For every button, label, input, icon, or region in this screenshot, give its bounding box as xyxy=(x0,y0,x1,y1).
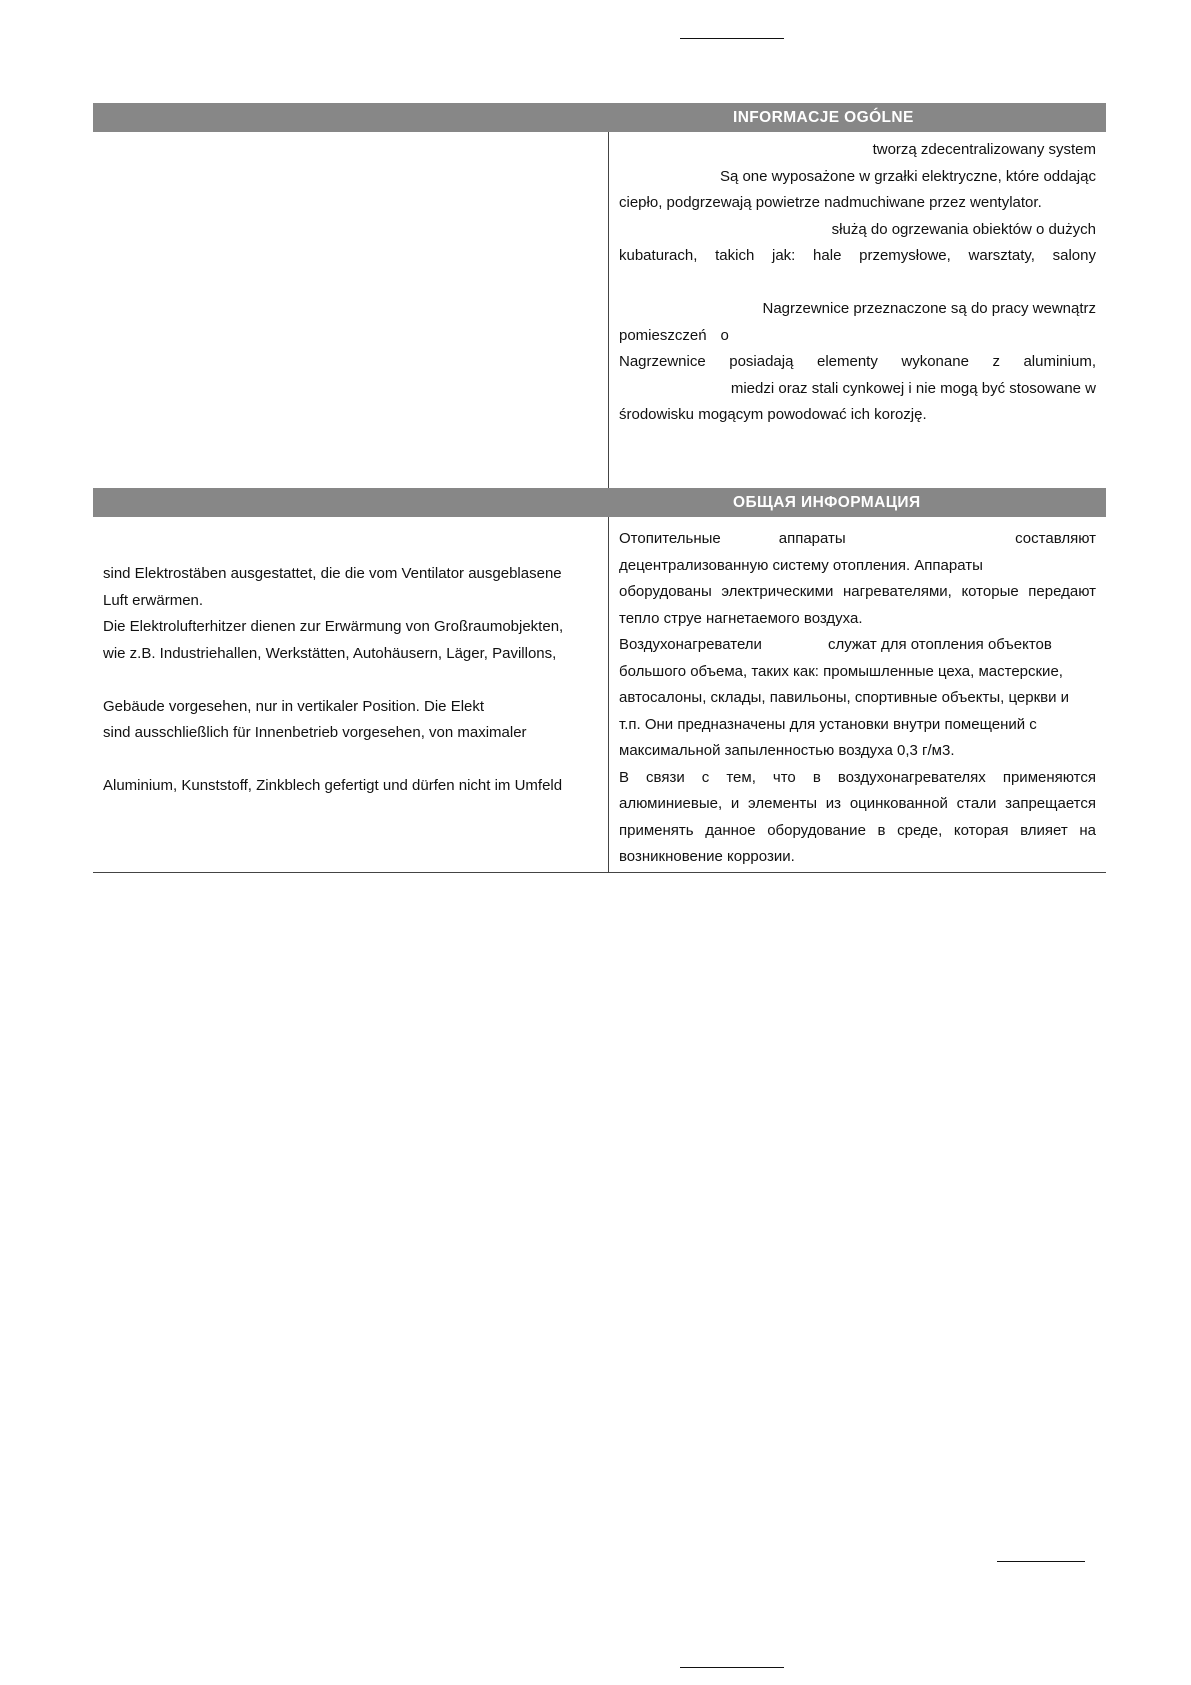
text-line: децентрализованную системy отопления. Аппараты xyxy=(619,556,983,574)
text-line xyxy=(619,323,1096,350)
top-header-rule xyxy=(680,38,784,39)
german-text-column xyxy=(103,561,576,800)
section-header-band-ru xyxy=(93,488,1106,517)
text-line: Są one wyposażone w grzałki elektryczne, które oddając xyxy=(719,167,1096,185)
text-line: применять данное оборудование в среде, которая влияет на xyxy=(619,821,1096,839)
text-line: В связи с тем, что в воздухонагревателях применяются xyxy=(619,768,1096,786)
text-line: т.п. Они предназначены для установки внутри помещений с xyxy=(619,715,1037,733)
text-line: Luft erwärmen. xyxy=(103,591,204,609)
text-line: miedzi oraz stali cynkowej i nie mogą być stosowane w xyxy=(730,379,1096,397)
text-line: оборудованы электрическими нагревателями, которые передают xyxy=(619,583,1096,600)
text-line: Aluminium, Kunststoff, Zinkblech gefertigt und dürfen nicht im Umfeld xyxy=(103,777,563,794)
text-line xyxy=(619,270,1096,297)
table-bottom-rule xyxy=(93,872,1106,873)
text-line: sind ausschließlich für Innenbetrieb vorgesehen, von maximaler xyxy=(103,724,527,741)
text-line: большого объема, таких как: промышленные цеха, мастерские, xyxy=(619,662,1063,680)
section-header-band-pl xyxy=(93,103,1106,132)
text-line: максимальной запыленностью воздуха 0,3 г/м3. xyxy=(619,742,955,759)
text-fragment: pomieszczeń xyxy=(619,326,707,344)
polish-text-column xyxy=(619,137,1096,429)
text-line xyxy=(619,526,1096,553)
text-line: środowisku mogącym powodować ich korozję. xyxy=(619,406,927,423)
text-line: Die Elektrolufterhitzer dienen zur Erwärmung von Großraumobjekten, xyxy=(103,618,564,635)
text-fragment: Воздухонагреватели xyxy=(619,636,762,653)
bottom-footer-rule xyxy=(680,1667,784,1668)
text-line: автосалоны, склады, павильоны, спортивные объекты, церкви и xyxy=(619,689,1070,706)
text-line: tworzą zdecentralizowany system xyxy=(872,141,1096,158)
text-fragment: o xyxy=(720,326,729,344)
section-title-ru: ОБЩАЯ ИНФОРМАЦИЯ xyxy=(733,494,921,511)
russian-text-column xyxy=(619,526,1096,871)
text-line: sind Elektrostäben ausgestattet, die die vom Ventilator ausgeblasene xyxy=(103,565,562,582)
text-line: Gebäude vorgesehen, nur in vertikaler Position. Die Elekt xyxy=(103,697,485,715)
text-line: Nagrzewnice przeznaczone są do pracy wewnątrz xyxy=(762,300,1096,317)
text-fragment: Отопительные xyxy=(619,530,721,547)
footer-page-rule xyxy=(997,1561,1085,1562)
text-line: wie z.B. Industriehallen, Werkstätten, Autohäusern, Läger, Pavillons, xyxy=(103,644,557,662)
text-line: алюминиевые, и элементы из оцинкованной стали запрещается xyxy=(619,795,1096,812)
text-fragment: служат для отопления объектов xyxy=(827,636,1052,653)
text-fragment: аппараты xyxy=(778,530,846,547)
text-line: тепло струе нагнетаемого воздуха. xyxy=(619,609,863,627)
text-fragment: составляют xyxy=(1015,530,1096,547)
column-divider-upper xyxy=(608,132,609,489)
text-line xyxy=(103,747,576,774)
section-title-pl: INFORMACJE OGÓLNE xyxy=(733,109,914,126)
text-line xyxy=(103,667,576,694)
column-divider-lower xyxy=(608,517,609,872)
text-line xyxy=(619,632,1096,659)
text-line: возникновение коррозии. xyxy=(619,848,795,865)
text-line: Nagrzewnice posiadają elementy wykonane z aluminium, xyxy=(619,353,1096,370)
text-line: służą do ogrzewania obiektów o dużych xyxy=(831,220,1096,238)
text-line: ciepło, podgrzewają powietrze nadmuchiwane przez wentylator. xyxy=(619,194,1042,211)
text-line: kubaturach, takich jak: hale przemysłowe, warsztaty, salony xyxy=(619,247,1096,264)
